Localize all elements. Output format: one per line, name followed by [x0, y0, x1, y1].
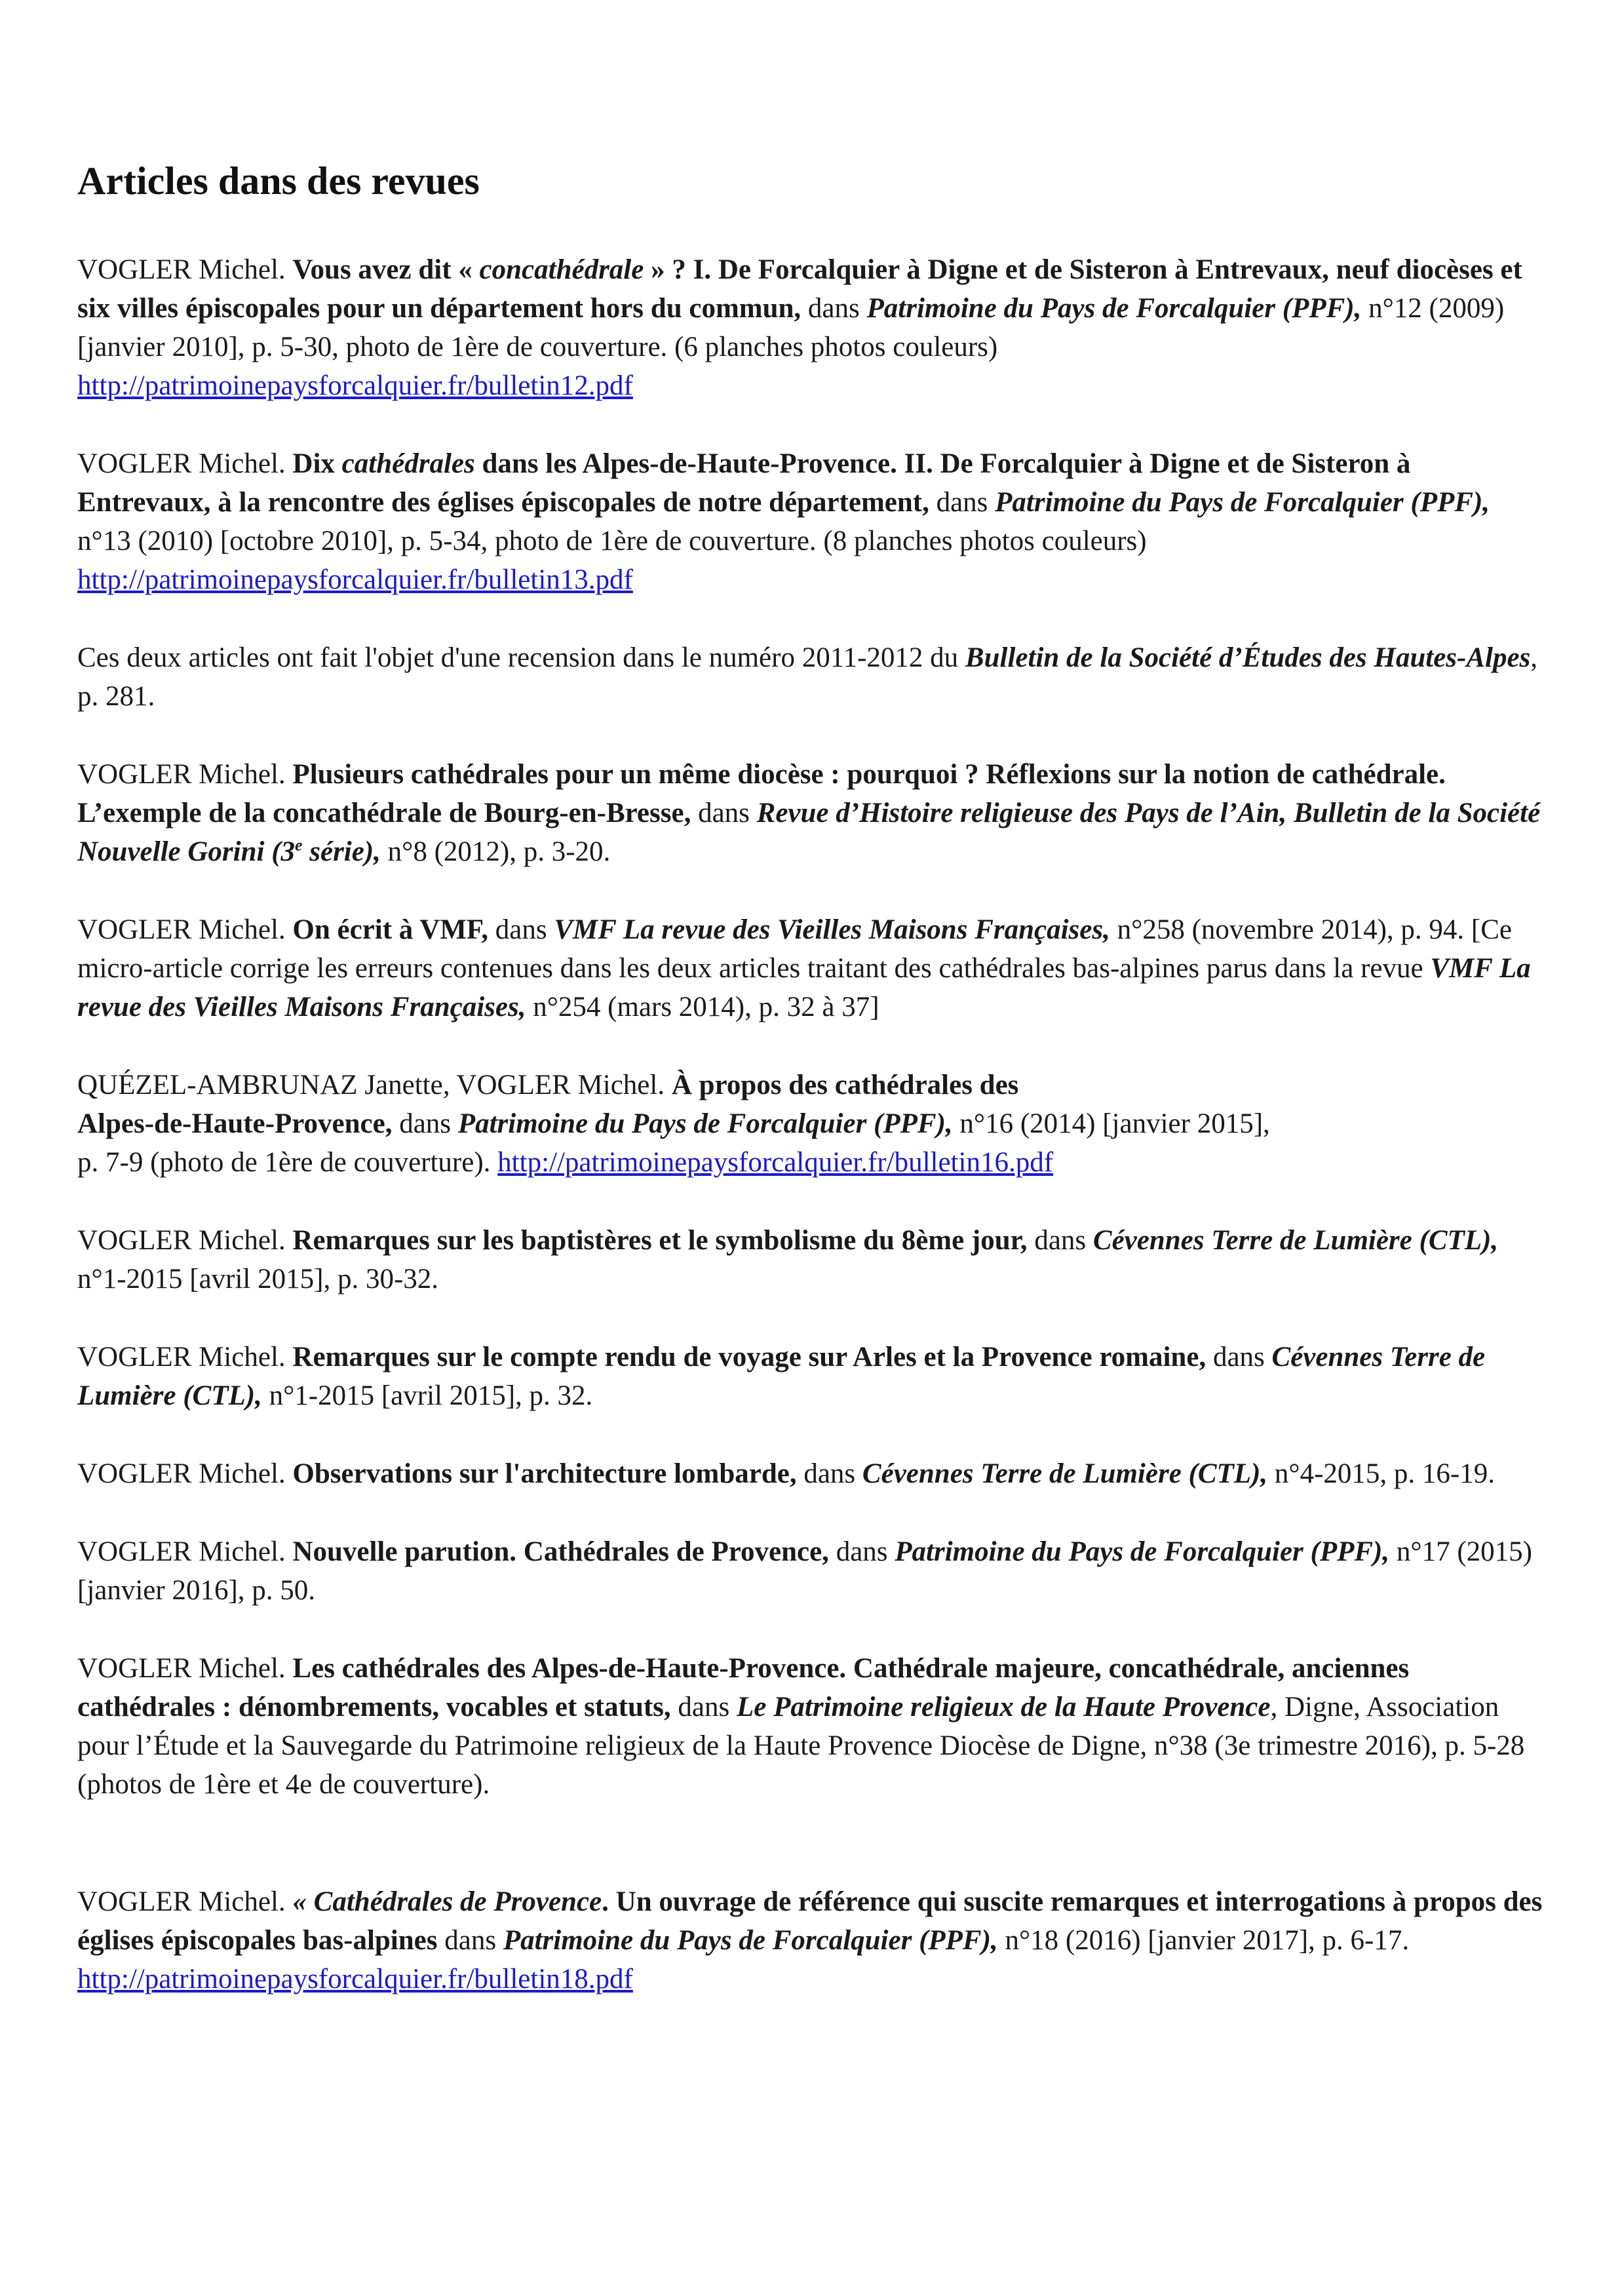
entry-text: dans	[670, 1692, 737, 1722]
journal-title-text: Patrimoine du Pays de Forcalquier (PPF),	[503, 1925, 998, 1956]
journal-title-text: Patrimoine du Pays de Forcalquier (PPF),	[995, 487, 1490, 518]
article-title-text: Alpes-de-Haute-Provence,	[77, 1108, 393, 1139]
entry-text: VOGLER Michel.	[77, 1536, 293, 1567]
journal-title-text: Le Patrimoine religieux de la Haute Provence	[737, 1692, 1271, 1722]
journal-title-text: Cévennes Terre de Lumière (CTL),	[862, 1458, 1268, 1489]
entry-text: VOGLER Michel.	[77, 1458, 293, 1489]
journal-title-text: série),	[302, 836, 381, 867]
article-title-text: Plusieurs cathédrales pour un même diocèse : pourquoi ? Réflexions sur la notion de cathédrale. L’exemple de la concathédrale de Bourg-en-Bresse,	[77, 759, 1446, 828]
entry-text: QUÉZEL-AMBRUNAZ Janette, VOGLER Michel.	[77, 1070, 672, 1100]
article-list	[77, 250, 1545, 1998]
entry-text: dans	[796, 1458, 862, 1489]
entry-text: VOGLER Michel.	[77, 1342, 293, 1372]
entry-text: n°258 (novembre 2014), p. 94. [Ce micro-article corrige les erreurs contenues dans les deux articles traitant des cathédrales bas-alpines parus dans la revue	[77, 914, 1512, 984]
entry-text: dans	[437, 1925, 503, 1956]
article-title-text: dans les Alpes-de-Haute-Provence. II. De Forcalquier à Digne et de Sisteron à Entrevaux, à la rencontre des églises épiscopales de notre département,	[77, 448, 1411, 518]
entry-text: n°1-2015 [avril 2015], p. 32.	[261, 1380, 593, 1411]
journal-title-text: « Cathédrales de Provence	[292, 1886, 602, 1917]
entry-text: Ces deux articles ont fait l'objet d'une recension dans le numéro 2011-2012 du	[77, 642, 965, 673]
entry-text: VOGLER Michel.	[77, 1886, 293, 1917]
article-title-text: Dix	[292, 448, 342, 479]
journal-title-text: cathédrales	[341, 448, 475, 479]
journal-title-text: VMF La revue des Vieilles Maisons Françaises,	[77, 953, 1531, 1022]
article-entry	[77, 1532, 1545, 1610]
page-title: Articles dans des revues	[77, 159, 480, 203]
article-entry	[77, 1882, 1545, 1998]
entry-text: VOGLER Michel.	[77, 448, 293, 479]
bulletin-pdf-link[interactable]: http://patrimoinepaysforcalquier.fr/bulletin18.pdf	[77, 1964, 633, 1994]
article-title-text: . Un ouvrage de référence qui suscite remarques et interrogations à propos des églises épiscopales bas-alpines	[77, 1886, 1543, 1956]
entry-text: n°8 (2012), p. 3-20.	[380, 836, 611, 867]
entry-text: n°12 (2009) [janvier 2010], p. 5-30, photo de 1ère de couverture. (6 planches photos couleurs)	[77, 293, 1505, 362]
article-title-text: À propos des cathédrales des	[671, 1070, 1019, 1100]
article-entry	[77, 755, 1545, 871]
article-entry	[77, 1221, 1545, 1298]
entry-text: dans	[1206, 1342, 1272, 1372]
article-title-text: Remarques sur le compte rendu de voyage sur Arles et la Provence romaine,	[292, 1342, 1207, 1372]
entry-text: n°17 (2015) [janvier 2016], p. 50.	[77, 1536, 1532, 1606]
entry-text: dans	[691, 798, 757, 828]
journal-title-text: Cévennes Terre de Lumière (CTL),	[1092, 1225, 1499, 1256]
superscript-text: e	[295, 835, 303, 855]
article-title-text: » ? I. De Forcalquier à Digne et de Sisteron à Entrevaux, neuf diocèses et six villes épiscopales pour un département hors du commun,	[77, 254, 1522, 324]
entry-text: VOGLER Michel.	[77, 1653, 293, 1684]
journal-title-text: VMF La revue des Vieilles Maisons Françaises,	[554, 914, 1110, 945]
article-entry	[77, 1338, 1545, 1415]
bulletin-pdf-link[interactable]: http://patrimoinepaysforcalquier.fr/bulletin12.pdf	[77, 370, 633, 401]
journal-title-text: Bulletin de la Société d’Études des Hautes-Alpes	[965, 642, 1531, 673]
article-entry	[77, 1066, 1545, 1182]
article-entry	[77, 250, 1545, 405]
entry-text: , p. 281.	[77, 642, 1538, 712]
article-title-text: Nouvelle parution. Cathédrales de Provence,	[292, 1536, 829, 1567]
document-page	[77, 157, 1545, 2038]
article-entry	[77, 910, 1545, 1026]
entry-text: dans	[828, 1536, 895, 1567]
article-title-text: Vous avez dit «	[292, 254, 480, 285]
journal-title-text: Patrimoine du Pays de Forcalquier (PPF),	[457, 1108, 953, 1139]
entry-text: p. 7-9 (photo de 1ère de couverture).	[77, 1147, 498, 1178]
entry-text: n°1-2015 [avril 2015], p. 30-32.	[77, 1264, 439, 1294]
entry-text: n°254 (mars 2014), p. 32 à 37]	[526, 992, 879, 1022]
entry-text: n°13 (2010) [octobre 2010], p. 5-34, photo de 1ère de couverture. (8 planches photos couleurs)	[77, 526, 1147, 556]
entry-text: n°4-2015, p. 16-19.	[1267, 1458, 1495, 1489]
journal-title-text: Cévennes Terre de Lumière (CTL),	[77, 1342, 1486, 1411]
entry-text: VOGLER Michel.	[77, 254, 293, 285]
journal-title-text: concathédrale	[479, 254, 644, 285]
entry-text: dans	[488, 914, 554, 945]
article-title-text: Remarques sur les baptistères et le symbolisme du 8ème jour,	[292, 1225, 1028, 1256]
article-entry	[77, 444, 1545, 599]
entry-text: , Digne, Association pour l’Étude et la Sauvegarde du Patrimoine religieux de la Haute Provence Diocèse de Digne, n°38 (3e trimestre 2016), p. 5-28 (photos de 1ère et 4e de couverture).	[77, 1692, 1525, 1800]
entry-text: VOGLER Michel.	[77, 914, 293, 945]
entry-text: dans	[392, 1108, 458, 1139]
article-title-text: Les cathédrales des Alpes-de-Haute-Provence. Cathédrale majeure, concathédrale, anciennes cathédrales : dénombrements, vocables et statuts,	[77, 1653, 1410, 1722]
entry-text: dans	[929, 487, 995, 518]
journal-title-text: Patrimoine du Pays de Forcalquier (PPF),	[895, 1536, 1390, 1567]
article-title-text: On écrit à VMF,	[292, 914, 488, 945]
article-entry	[77, 1454, 1545, 1493]
article-title-text: Observations sur l'architecture lombarde,	[292, 1458, 797, 1489]
journal-title-text: Revue d’Histoire religieuse des Pays de l’Ain, Bulletin de la Société Nouvelle Gorini (3	[77, 798, 1541, 867]
entry-text: VOGLER Michel.	[77, 1225, 293, 1256]
entry-text: dans	[801, 293, 867, 324]
article-entry	[77, 638, 1545, 716]
article-entry	[77, 1649, 1545, 1804]
entry-text: VOGLER Michel.	[77, 759, 293, 790]
entry-text: n°16 (2014) [janvier 2015],	[952, 1108, 1270, 1139]
entry-text: n°18 (2016) [janvier 2017], p. 6-17.	[997, 1925, 1410, 1956]
bulletin-pdf-link[interactable]: http://patrimoinepaysforcalquier.fr/bulletin16.pdf	[497, 1147, 1054, 1178]
entry-text: dans	[1027, 1225, 1093, 1256]
journal-title-text: Patrimoine du Pays de Forcalquier (PPF),	[866, 293, 1362, 324]
bulletin-pdf-link[interactable]: http://patrimoinepaysforcalquier.fr/bulletin13.pdf	[77, 564, 633, 595]
